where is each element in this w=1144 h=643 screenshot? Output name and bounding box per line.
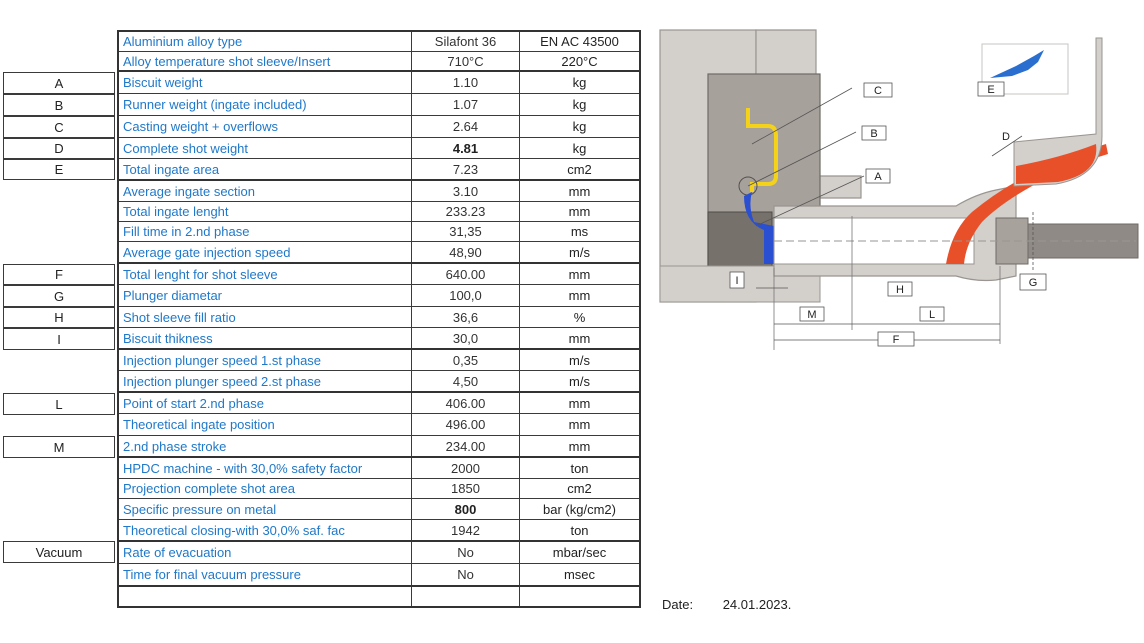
label-box-i xyxy=(730,272,744,288)
label-box-m xyxy=(800,307,824,321)
table-row xyxy=(119,499,639,520)
label-a: A xyxy=(874,171,882,183)
table-row xyxy=(119,520,639,542)
row-unit: kg xyxy=(572,75,587,90)
code-g: G xyxy=(3,285,115,307)
row-unit: mm xyxy=(568,395,591,411)
table-row xyxy=(119,414,639,436)
row-label: HPDC machine - with 30,0% safety factor xyxy=(119,458,412,478)
table-row xyxy=(119,264,639,285)
table-row xyxy=(119,458,639,479)
row-value: 2.64 xyxy=(412,116,520,137)
code-b: B xyxy=(3,94,115,116)
label-l: L xyxy=(928,309,936,321)
row-label: Theoretical ingate position xyxy=(119,414,412,435)
table-row xyxy=(119,328,639,350)
row-label: Biscuit weight xyxy=(119,72,412,93)
row-unit: mm xyxy=(568,417,591,432)
label-box-l xyxy=(920,307,944,321)
row-label: Average gate injection speed xyxy=(119,242,412,262)
row-label: Casting weight + overflows xyxy=(119,116,412,137)
row-value xyxy=(412,587,520,606)
row-unit: ms xyxy=(570,224,589,239)
row-value: 31,35 xyxy=(412,222,520,241)
die-casting-diagram xyxy=(656,26,1142,356)
row-value: 496.00 xyxy=(412,414,520,435)
row-unit: msec xyxy=(563,567,596,582)
row-value: 0,35 xyxy=(412,350,520,370)
table-row xyxy=(119,242,639,264)
table-row xyxy=(119,564,639,587)
row-value: 1.07 xyxy=(412,94,520,115)
row-value: 640.00 xyxy=(412,264,520,284)
row-unit: 220°C xyxy=(561,53,598,69)
row-value: 1942 xyxy=(412,520,520,540)
table-row xyxy=(119,94,639,116)
row-value: 1850 xyxy=(412,479,520,498)
row-label: Total ingate area xyxy=(119,159,412,179)
row-unit: mm xyxy=(568,438,591,454)
date-label: Date: xyxy=(662,597,694,612)
table-row xyxy=(119,116,639,138)
row-label: Specific pressure on metal xyxy=(119,499,412,519)
row-label: Rate of evacuation xyxy=(119,542,412,563)
label-box-a xyxy=(866,169,890,183)
row-label: Projection complete shot area xyxy=(119,479,412,498)
code-h: H xyxy=(3,307,115,328)
row-value: 233.23 xyxy=(412,202,520,221)
row-value: 1.10 xyxy=(412,72,520,93)
row-unit: mm xyxy=(568,266,591,282)
row-value: 710°C xyxy=(412,52,520,70)
table-row xyxy=(119,72,639,94)
row-label: Runner weight (ingate included) xyxy=(119,94,412,115)
row-value: 3.10 xyxy=(412,181,520,201)
row-label: Time for final vacuum pressure xyxy=(119,564,412,585)
row-unit: mm xyxy=(568,288,591,303)
table-row xyxy=(119,393,639,414)
table-row xyxy=(119,436,639,458)
row-label: Complete shot weight xyxy=(119,138,412,158)
table-row xyxy=(119,202,639,222)
code-m: M xyxy=(3,436,115,458)
row-value: 800 xyxy=(412,499,520,519)
row-value: No xyxy=(412,542,520,563)
row-unit: mbar/sec xyxy=(552,545,607,560)
row-value: 234.00 xyxy=(412,436,520,456)
label-box-c xyxy=(864,83,892,97)
code-i: I xyxy=(3,328,115,350)
row-label: Average ingate section xyxy=(119,181,412,201)
code-e: E xyxy=(3,159,115,180)
row-value: 2000 xyxy=(412,458,520,478)
row-label: Total lenght for shot sleeve xyxy=(119,264,412,284)
label-box-b xyxy=(862,126,886,140)
row-label: Injection plunger speed 1.st phase xyxy=(119,350,412,370)
row-label: Injection plunger speed 2.st phase xyxy=(119,371,412,391)
row-unit: m/s xyxy=(569,373,590,389)
table-row xyxy=(119,32,639,52)
parameter-table xyxy=(117,30,641,608)
row-value: 7.23 xyxy=(412,159,520,179)
row-label: Fill time in 2.nd phase xyxy=(119,222,412,241)
row-unit: kg xyxy=(572,119,587,134)
table-row xyxy=(119,222,639,242)
row-label: Alloy temperature shot sleeve/Insert xyxy=(119,52,412,70)
row-unit: mm xyxy=(568,183,591,199)
row-unit: mm xyxy=(568,330,591,346)
table-row xyxy=(119,181,639,202)
table-row xyxy=(119,479,639,499)
row-unit: EN AC 43500 xyxy=(540,34,619,49)
label-g: G xyxy=(1028,277,1038,289)
row-label: Total ingate lenght xyxy=(119,202,412,221)
row-value: 48,90 xyxy=(412,242,520,262)
row-label: Plunger diametar xyxy=(119,285,412,306)
table-row xyxy=(119,542,639,564)
row-label: Aluminium alloy type xyxy=(119,32,412,51)
row-unit: kg xyxy=(572,97,587,112)
row-unit: % xyxy=(573,309,586,325)
row-unit: m/s xyxy=(569,352,590,368)
row-label: Theoretical closing-with 30,0% saf. fac xyxy=(119,520,412,540)
label-f: F xyxy=(892,334,900,346)
date-line xyxy=(662,597,791,612)
label-box-h xyxy=(888,282,912,296)
row-unit: cm2 xyxy=(567,161,592,177)
row-value: 100,0 xyxy=(412,285,520,306)
label-box-g xyxy=(1020,274,1046,290)
row-label: Biscuit thikness xyxy=(119,328,412,348)
label-e: E xyxy=(987,84,995,96)
label-b: B xyxy=(870,128,878,140)
sleeve-insert-block xyxy=(708,212,772,266)
row-unit: mm xyxy=(568,204,591,219)
label-c: C xyxy=(874,85,882,97)
row-label: Shot sleeve fill ratio xyxy=(119,307,412,327)
table-row xyxy=(119,350,639,371)
code-l: L xyxy=(3,393,115,415)
row-value: 36,6 xyxy=(412,307,520,327)
label-h: H xyxy=(896,284,904,296)
row-unit: ton xyxy=(570,460,589,476)
label-m: M xyxy=(807,309,817,321)
row-value: 4,50 xyxy=(412,371,520,391)
label-box-f xyxy=(878,332,914,346)
table-row xyxy=(119,371,639,393)
table-row-empty xyxy=(119,587,639,606)
row-value: No xyxy=(412,564,520,585)
table-row xyxy=(119,159,639,181)
code-a: A xyxy=(3,72,115,94)
label-box-e xyxy=(978,82,1004,96)
table-row xyxy=(119,285,639,307)
row-label xyxy=(119,587,412,606)
row-unit: bar (kg/cm2) xyxy=(543,501,616,517)
plunger-head xyxy=(996,218,1028,264)
code-f: F xyxy=(3,264,115,285)
row-value: Silafont 36 xyxy=(412,32,520,51)
code-d: D xyxy=(3,138,115,159)
table-row xyxy=(119,52,639,72)
row-value: 406.00 xyxy=(412,393,520,413)
date-value: 24.01.2023. xyxy=(722,597,792,612)
label-i: I xyxy=(735,275,739,287)
code-vacuum: Vacuum xyxy=(3,541,115,563)
row-label: Point of start 2.nd phase xyxy=(119,393,412,413)
table-row xyxy=(119,138,639,159)
row-label: 2.nd phase stroke xyxy=(119,436,412,456)
row-unit: cm2 xyxy=(567,481,592,496)
row-unit xyxy=(520,587,639,606)
code-c: C xyxy=(3,116,115,138)
row-unit: ton xyxy=(570,522,589,538)
row-value: 30,0 xyxy=(412,328,520,348)
row-value: 4.81 xyxy=(412,138,520,158)
label-d: D xyxy=(1002,131,1010,143)
row-unit: m/s xyxy=(569,244,590,260)
table-row xyxy=(119,307,639,328)
row-unit: kg xyxy=(572,140,587,156)
